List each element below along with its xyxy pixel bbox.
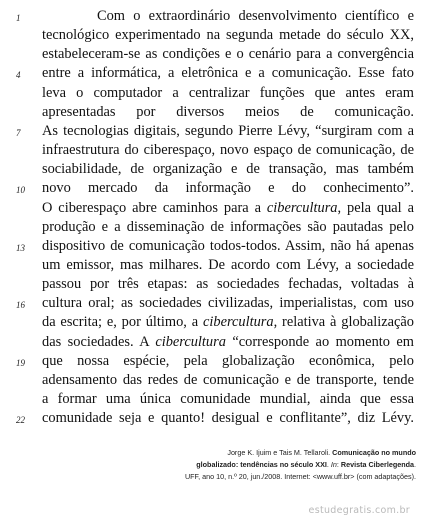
text-line (42, 122, 414, 141)
line-number: 19 (16, 357, 25, 368)
italic-term: cibercultura (266, 199, 338, 216)
text-line-content: estabeleceram-se as condições e o cenário para a convergência (42, 46, 414, 63)
text-line-content: das sociedades. A (42, 333, 156, 350)
line-number: 10 (16, 185, 25, 196)
line-number: 1 (16, 13, 21, 23)
text-line-content: entre a informática, a eletrônica e a comunicação. Esse fato (42, 65, 414, 82)
text-line-content: que nossa espécie, pela globalização econômica, pelo (42, 352, 414, 369)
text-line (42, 84, 414, 103)
text-line (97, 7, 414, 26)
text-line-content: infraestrutura do ciberespaço, novo espaço de comunicação, de (42, 142, 414, 159)
text-line-content: a formar uma única comunidade mundial, ainda que essa (42, 391, 414, 407)
text-line-content: cultura oral; as sociedades civilizadas, imperialistas, com uso (42, 295, 414, 312)
source-citation-line-1 (120, 447, 416, 459)
line-number: 4 (16, 70, 21, 81)
source-citation-line-2 (120, 459, 416, 471)
line-number: 22 (16, 415, 25, 426)
text-line (42, 141, 414, 160)
text-line-content: leva o computador a centralizar funções que antes eram (42, 84, 414, 101)
text-line-content: produção e a disseminação de informações são pautadas pelo (42, 218, 414, 235)
watermark: estudegratis.com.br (308, 505, 410, 516)
citation-journal: Revista Ciberlegenda (340, 460, 414, 469)
citation-separator: . (326, 460, 331, 469)
text-line (42, 313, 414, 332)
text-line (42, 294, 414, 313)
text-line (42, 45, 414, 64)
text-line-content: O ciberespaço abre caminhos para a (42, 199, 267, 216)
text-line (42, 371, 414, 390)
text-line-content: dispositivo de comunicação todos-todos. Assim, não há apenas (42, 237, 414, 254)
citation-period: . (414, 460, 416, 469)
text-line-content: , relativa à globalização (273, 314, 414, 331)
text-line (42, 275, 414, 294)
text-line (42, 199, 414, 218)
text-line-content: apresentadas por diversos meios de comunicação. (42, 103, 414, 120)
citation-separator-2: : (336, 460, 341, 469)
text-line (42, 218, 414, 237)
source-citation-line-3: UFF, ano 10, n.º 20, jun./2008. Internet: <www.uff.br> (com adaptações). (184, 472, 416, 481)
text-line (42, 237, 414, 256)
line-number: 16 (16, 300, 25, 311)
text-line-content: adensamento das redes de comunicação e de transporte, tende (42, 371, 414, 388)
text-line-content: novo mercado da informação e do conhecimento”. (42, 180, 414, 197)
citation-authors: Jorge K. Ijuim e Tais M. Tellaroli. (227, 448, 333, 457)
text-line (42, 409, 414, 428)
text-line (42, 179, 414, 198)
line-number: 13 (16, 242, 25, 253)
citation-title-part-2: globalizado: tendências no século XXI (196, 460, 327, 469)
text-line-content: comunidade seja e quanto! desigual e conflitante”, diz Lévy. (42, 410, 414, 427)
citation-in: In (330, 460, 337, 469)
line-number: 7 (16, 127, 21, 138)
text-line-content: passou por três etapas: as sociedades fechadas, voltadas à (42, 276, 414, 293)
text-line (42, 160, 414, 179)
text-line (42, 64, 414, 83)
text-line-content: sociabilidade, de organização e de transação, mas também (42, 161, 414, 178)
italic-term: cibercultura (155, 333, 226, 350)
italic-term: cibercultura (202, 314, 274, 331)
text-line (42, 333, 414, 352)
text-line (42, 256, 414, 275)
text-line-content: “corresponde ao momento em (225, 333, 414, 350)
text-line-content: tecnológico experimentado na segunda metade do século XX, (42, 27, 414, 44)
citation-title-part-1: Comunicação no mundo (332, 448, 416, 457)
text-line-content: da escrita; e, por último, a (42, 314, 203, 331)
text-line (42, 26, 414, 45)
text-line (42, 390, 414, 409)
text-line-content: Com o extraordinário desenvolvimento científico e (97, 8, 414, 24)
text-line-content: As tecnologias digitais, segundo Pierre Lévy, “surgiram com a (42, 122, 414, 139)
text-line (42, 352, 414, 371)
text-line-content: um emissor, mas milhares. De acordo com Lévy, a sociedade (42, 256, 414, 273)
text-line (42, 103, 414, 122)
text-line-content: , pela qual a (337, 199, 414, 216)
